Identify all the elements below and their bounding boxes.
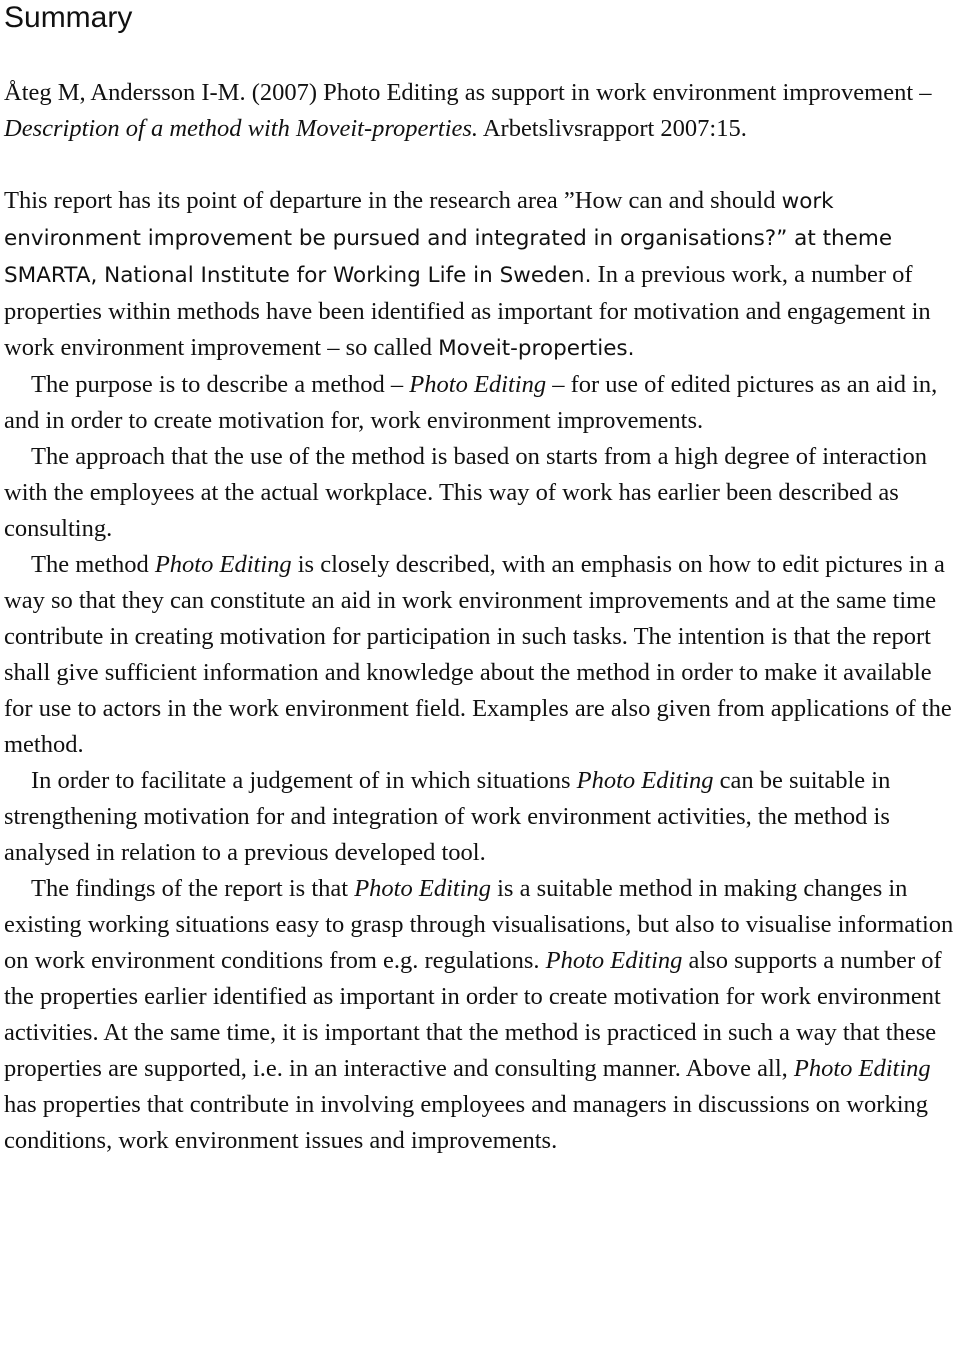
findings-text-c: also supports a number of the properties earlier identified as important in order to create motivation for work environment activities. At the same time, it is important that the method is practiced in such a way that these properties are supported, i.e. in an interactive and consulting manner. Above all, xyxy=(4,947,942,1082)
page-title: Summary xyxy=(4,1,133,34)
purpose-text-b: – for use of edited pictures as an aid in, and in order to create motivation for, work environment improvements. xyxy=(4,371,938,434)
citation-authors: Åteg M, Andersson I-M. (2007) Photo Editing as support in work environment improvement – xyxy=(4,79,932,106)
purpose-method-name: Photo Editing xyxy=(409,371,547,398)
intro-text-d: Moveit-properties. xyxy=(438,336,635,361)
method-text-b: is closely described, with an emphasis on how to edit pictures in a way so that they can constitute an aid in work environment improvements and at the same time contribute in creating motivation for participation in such tasks. The intention is that the report shall give sufficient information and knowledge about the method in order to make it available for use to actors in the work environment field. Examples are also given from applications of the method. xyxy=(4,551,952,758)
citation-paragraph xyxy=(4,75,956,147)
citation-subtitle: Description of a method with Moveit-properties. xyxy=(4,115,479,142)
judgement-text-b: can be suitable in strengthening motivation for and integration of work environment activities, the method is analysed in relation to a previous developed tool. xyxy=(4,767,891,866)
intro-paragraph xyxy=(4,183,956,367)
citation-series: Arbetslivsrapport 2007:15. xyxy=(478,115,747,142)
method-text-a: The method xyxy=(31,551,155,578)
findings-text-d: has properties that contribute in involving employees and managers in discussions on working conditions, work environment issues and improvements. xyxy=(4,1091,929,1154)
document-page xyxy=(4,0,956,1159)
method-method-name: Photo Editing xyxy=(154,551,292,578)
findings-method-name-3: Photo Editing xyxy=(793,1055,931,1082)
intro-text-a: This report has its point of departure in the research area ”How can and should xyxy=(4,187,782,214)
intro-text-c: In a previous work, a number of properties within methods have been identified as important for motivation and engagement in work environment improvement – so called xyxy=(4,261,931,361)
findings-paragraph xyxy=(4,871,956,1159)
judgement-method-name: Photo Editing xyxy=(576,767,714,794)
intro-text-b: work environment improvement be pursued and integrated in organisations?” at theme SMARTA, National Institute for Working Life in Sweden. xyxy=(4,189,893,288)
approach-text: The approach that the use of the method is based on starts from a high degree of interaction with the employees at the actual workplace. This way of work has earlier been described as consulting. xyxy=(4,443,927,542)
findings-text-b: is a suitable method in making changes in existing working situations easy to grasp through visualisations, but also to visualise information on work environment conditions from e.g. regulations. xyxy=(4,875,954,974)
findings-method-name-2: Photo Editing xyxy=(545,947,683,974)
approach-paragraph xyxy=(4,439,956,547)
purpose-paragraph xyxy=(4,367,956,439)
judgement-text-a: In order to facilitate a judgement of in which situations xyxy=(31,767,577,794)
method-paragraph xyxy=(4,547,956,763)
findings-text-a: The findings of the report is that xyxy=(31,875,355,902)
judgement-paragraph xyxy=(4,763,956,871)
purpose-text-a: The purpose is to describe a method – xyxy=(31,371,410,398)
findings-method-name-1: Photo Editing xyxy=(354,875,491,902)
